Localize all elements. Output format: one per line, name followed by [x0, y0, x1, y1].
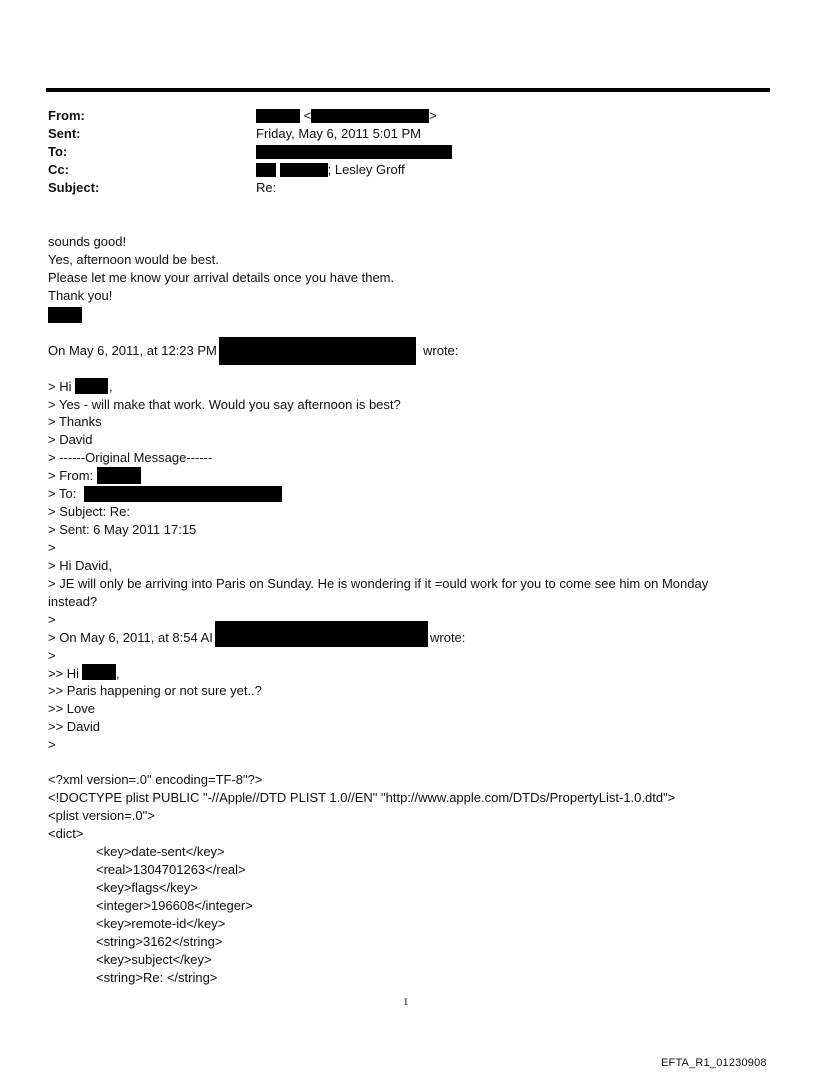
- xml-line: <string>Re: </string>: [96, 970, 218, 985]
- quote-intro: On May 6, 2011, at 12:23 PM: [48, 343, 217, 358]
- quote-line: >> David: [48, 719, 101, 734]
- cc-value: ; Lesley Groff: [256, 161, 405, 179]
- redaction: [280, 163, 328, 177]
- quote-comma: ,: [109, 379, 113, 394]
- quote-intro-wrote: wrote:: [430, 630, 466, 645]
- xml-line: <integer>196608</integer>: [96, 898, 253, 913]
- redaction: [97, 467, 141, 484]
- body-line: Please let me know your arrival details once you have them.: [48, 270, 395, 285]
- xml-line: <dict>: [48, 826, 84, 841]
- to-label: To:: [48, 144, 68, 159]
- body-line: Thank you!: [48, 288, 113, 303]
- quote-line: >> Paris happening or not sure yet..?: [48, 683, 262, 698]
- quote-subject: > Subject: Re:: [48, 504, 131, 519]
- document-id: EFTA_R1_01230908: [661, 1057, 767, 1069]
- cc-label: Cc:: [48, 162, 69, 177]
- quote-sent: > Sent: 6 May 2011 17:15: [48, 522, 197, 537]
- quote-line: > David: [48, 432, 93, 447]
- quote-line: > ------Original Message------: [48, 450, 213, 465]
- redaction: [82, 664, 116, 680]
- quote-line: >> Love: [48, 701, 95, 716]
- body-line: sounds good!: [48, 234, 127, 249]
- quote-line: > Hi: [48, 379, 72, 394]
- redaction: [311, 109, 429, 123]
- quote-intro-wrote: wrote:: [423, 343, 459, 358]
- xml-line: <key>remote-id</key>: [96, 916, 226, 931]
- sent-label: Sent:: [48, 126, 81, 141]
- quote-line: > Yes - will make that work. Would you say afternoon is best?: [48, 397, 401, 412]
- quote-line: > Thanks: [48, 414, 102, 429]
- redaction: [215, 621, 428, 647]
- quote-comma: ,: [116, 666, 120, 681]
- from-label: From:: [48, 108, 85, 123]
- quote-from: > From:: [48, 468, 94, 483]
- quote-line: > JE will only be arriving into Paris on Sunday. He is wondering if it =ould work for you to come see him on Monday: [48, 576, 709, 591]
- quote-line: >> Hi: [48, 666, 80, 681]
- redaction: [256, 163, 276, 177]
- header-rule: [46, 88, 770, 92]
- redaction: [219, 337, 416, 365]
- quote-line: instead?: [48, 594, 98, 609]
- to-value: [256, 143, 452, 161]
- xml-line: <key>subject</key>: [96, 952, 212, 967]
- xml-line: <real>1304701263</real>: [96, 862, 246, 877]
- sent-value: Friday, May 6, 2011 5:01 PM: [256, 126, 421, 141]
- xml-line: <plist version=.0">: [48, 808, 155, 823]
- quote-to: > To:: [48, 486, 77, 501]
- redaction: [84, 486, 282, 502]
- signature-redaction: [48, 307, 82, 323]
- quote-line: > Hi David,: [48, 558, 112, 573]
- subject-value: Re:: [256, 180, 277, 195]
- xml-line: <string>3162</string>: [96, 934, 223, 949]
- redaction: [256, 145, 452, 159]
- quote-line: >: [48, 612, 56, 627]
- redaction: [75, 378, 108, 394]
- xml-line: <key>flags</key>: [96, 880, 198, 895]
- subject-label: Subject:: [48, 180, 100, 195]
- quote-line: >: [48, 737, 56, 752]
- page-number: 1: [403, 996, 409, 1008]
- redaction: [256, 109, 300, 123]
- body-line: Yes, afternoon would be best.: [48, 252, 219, 267]
- from-value: < >: [256, 107, 437, 125]
- quote-line: >: [48, 648, 56, 663]
- xml-line: <key>date-sent</key>: [96, 844, 225, 859]
- quote-line: >: [48, 540, 56, 555]
- xml-line: <?xml version=.0" encoding=TF-8"?>: [48, 772, 263, 787]
- xml-line: <!DOCTYPE plist PUBLIC "-//Apple//DTD PLIST 1.0//EN" "http://www.apple.com/DTDs/PropertyList-1.0.dtd">: [48, 790, 676, 805]
- quote-intro: > On May 6, 2011, at 8:54 AI: [48, 630, 213, 645]
